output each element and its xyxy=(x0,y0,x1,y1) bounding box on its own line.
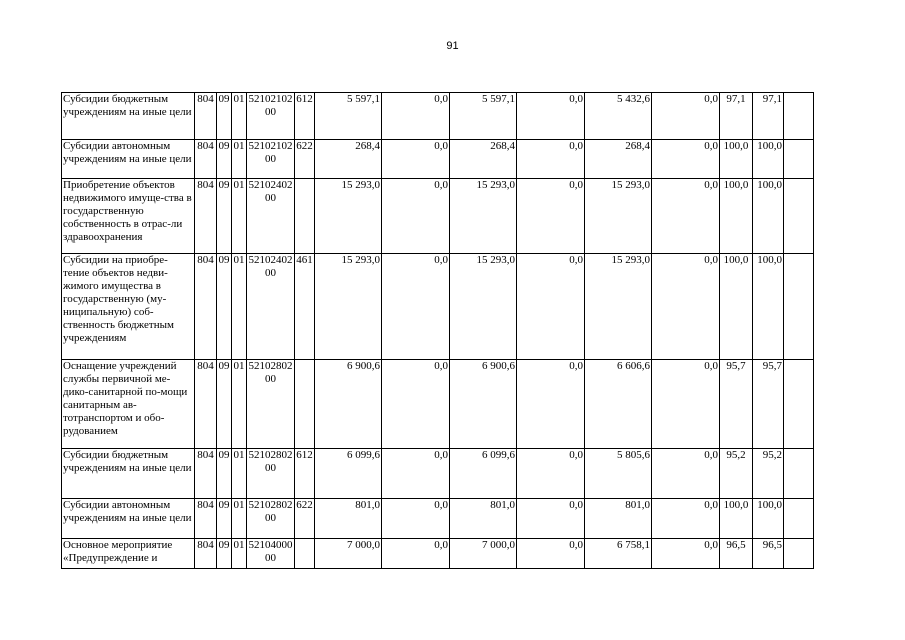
table-row xyxy=(62,539,814,569)
expense-type-code: 622 xyxy=(295,499,315,539)
value-2: 0,0 xyxy=(382,93,450,140)
target-article-code: 5210280200 xyxy=(247,360,295,449)
value-6: 0,0 xyxy=(652,499,720,539)
value-1: 6 900,6 xyxy=(315,360,382,449)
expense-type-code: 461 xyxy=(295,254,315,360)
value-2: 0,0 xyxy=(382,360,450,449)
percent-1: 97,1 xyxy=(720,93,753,140)
page-number: 91 xyxy=(446,40,459,52)
empty-cell xyxy=(784,179,814,254)
value-6: 0,0 xyxy=(652,179,720,254)
value-4: 0,0 xyxy=(517,499,585,539)
value-5: 6 758,1 xyxy=(585,539,652,569)
value-3: 15 293,0 xyxy=(450,179,517,254)
target-article-code: 5210210200 xyxy=(247,140,295,179)
target-article-code: 5210280200 xyxy=(247,449,295,499)
percent-2: 97,1 xyxy=(753,93,784,140)
grbs-code: 804 xyxy=(195,360,217,449)
row-name: Приобретение объектов недвижимого имуще-ства в государственную собственность в отрас-ли здравоохранения xyxy=(62,179,195,254)
empty-cell xyxy=(784,254,814,360)
value-1: 5 597,1 xyxy=(315,93,382,140)
value-2: 0,0 xyxy=(382,499,450,539)
percent-1: 100,0 xyxy=(720,254,753,360)
table-row xyxy=(62,360,814,449)
target-article-code: 5210240200 xyxy=(247,179,295,254)
percent-2: 100,0 xyxy=(753,499,784,539)
grbs-code: 804 xyxy=(195,254,217,360)
section-code: 09 xyxy=(217,499,232,539)
percent-1: 96,5 xyxy=(720,539,753,569)
value-5: 801,0 xyxy=(585,499,652,539)
row-name: Субсидии бюджетным учреждениям на иные цели xyxy=(62,449,195,499)
row-name: Субсидии бюджетным учреждениям на иные цели xyxy=(62,93,195,140)
value-4: 0,0 xyxy=(517,254,585,360)
value-2: 0,0 xyxy=(382,179,450,254)
value-1: 7 000,0 xyxy=(315,539,382,569)
section-code: 09 xyxy=(217,140,232,179)
value-3: 6 099,6 xyxy=(450,449,517,499)
subsection-code: 01 xyxy=(232,254,247,360)
value-4: 0,0 xyxy=(517,140,585,179)
value-1: 6 099,6 xyxy=(315,449,382,499)
percent-1: 95,2 xyxy=(720,449,753,499)
value-3: 7 000,0 xyxy=(450,539,517,569)
budget-table xyxy=(61,92,814,569)
percent-1: 100,0 xyxy=(720,140,753,179)
value-1: 15 293,0 xyxy=(315,179,382,254)
table-row xyxy=(62,93,814,140)
expense-type-code: 612 xyxy=(295,93,315,140)
value-5: 15 293,0 xyxy=(585,179,652,254)
table-row xyxy=(62,179,814,254)
table-row xyxy=(62,449,814,499)
section-code: 09 xyxy=(217,179,232,254)
value-3: 801,0 xyxy=(450,499,517,539)
value-6: 0,0 xyxy=(652,140,720,179)
grbs-code: 804 xyxy=(195,93,217,140)
expense-type-code xyxy=(295,360,315,449)
value-5: 5 805,6 xyxy=(585,449,652,499)
table-row xyxy=(62,499,814,539)
expense-type-code: 612 xyxy=(295,449,315,499)
subsection-code: 01 xyxy=(232,499,247,539)
table-row xyxy=(62,140,814,179)
empty-cell xyxy=(784,499,814,539)
value-4: 0,0 xyxy=(517,93,585,140)
empty-cell xyxy=(784,449,814,499)
target-article-code: 5210280200 xyxy=(247,499,295,539)
value-4: 0,0 xyxy=(517,539,585,569)
value-2: 0,0 xyxy=(382,539,450,569)
value-5: 5 432,6 xyxy=(585,93,652,140)
value-6: 0,0 xyxy=(652,93,720,140)
value-1: 268,4 xyxy=(315,140,382,179)
subsection-code: 01 xyxy=(232,449,247,499)
value-4: 0,0 xyxy=(517,360,585,449)
subsection-code: 01 xyxy=(232,360,247,449)
section-code: 09 xyxy=(217,93,232,140)
percent-2: 100,0 xyxy=(753,179,784,254)
value-6: 0,0 xyxy=(652,254,720,360)
value-4: 0,0 xyxy=(517,449,585,499)
value-3: 5 597,1 xyxy=(450,93,517,140)
value-4: 0,0 xyxy=(517,179,585,254)
value-1: 801,0 xyxy=(315,499,382,539)
subsection-code: 01 xyxy=(232,179,247,254)
target-article-code: 5210210200 xyxy=(247,93,295,140)
table-row xyxy=(62,254,814,360)
value-6: 0,0 xyxy=(652,449,720,499)
target-article-code: 5210400000 xyxy=(247,539,295,569)
value-2: 0,0 xyxy=(382,254,450,360)
subsection-code: 01 xyxy=(232,539,247,569)
value-2: 0,0 xyxy=(382,140,450,179)
percent-2: 100,0 xyxy=(753,254,784,360)
value-6: 0,0 xyxy=(652,360,720,449)
expense-type-code xyxy=(295,539,315,569)
section-code: 09 xyxy=(217,449,232,499)
percent-2: 95,2 xyxy=(753,449,784,499)
value-5: 6 606,6 xyxy=(585,360,652,449)
value-3: 268,4 xyxy=(450,140,517,179)
percent-2: 95,7 xyxy=(753,360,784,449)
section-code: 09 xyxy=(217,539,232,569)
value-3: 6 900,6 xyxy=(450,360,517,449)
section-code: 09 xyxy=(217,254,232,360)
target-article-code: 5210240200 xyxy=(247,254,295,360)
value-2: 0,0 xyxy=(382,449,450,499)
grbs-code: 804 xyxy=(195,449,217,499)
row-name: Субсидии на приобре-тение объектов недви-жимого имущества в государственную (му-ниципальную) соб-ственность бюджетным учреждениям xyxy=(62,254,195,360)
percent-2: 100,0 xyxy=(753,140,784,179)
grbs-code: 804 xyxy=(195,499,217,539)
section-code: 09 xyxy=(217,360,232,449)
percent-2: 96,5 xyxy=(753,539,784,569)
value-5: 15 293,0 xyxy=(585,254,652,360)
value-5: 268,4 xyxy=(585,140,652,179)
expense-type-code xyxy=(295,179,315,254)
row-name: Субсидии автономным учреждениям на иные цели xyxy=(62,499,195,539)
row-name: Основное мероприятие «Предупреждение и xyxy=(62,539,195,569)
value-1: 15 293,0 xyxy=(315,254,382,360)
percent-1: 95,7 xyxy=(720,360,753,449)
empty-cell xyxy=(784,360,814,449)
value-6: 0,0 xyxy=(652,539,720,569)
grbs-code: 804 xyxy=(195,539,217,569)
expense-type-code: 622 xyxy=(295,140,315,179)
subsection-code: 01 xyxy=(232,93,247,140)
value-3: 15 293,0 xyxy=(450,254,517,360)
row-name: Оснащение учреждений службы первичной ме-дико-санитарной по-мощи санитарным ав-тотранспортом и обо-рудованием xyxy=(62,360,195,449)
grbs-code: 804 xyxy=(195,140,217,179)
subsection-code: 01 xyxy=(232,140,247,179)
empty-cell xyxy=(784,539,814,569)
row-name: Субсидии автономным учреждениям на иные цели xyxy=(62,140,195,179)
empty-cell xyxy=(784,93,814,140)
percent-1: 100,0 xyxy=(720,499,753,539)
empty-cell xyxy=(784,140,814,179)
grbs-code: 804 xyxy=(195,179,217,254)
percent-1: 100,0 xyxy=(720,179,753,254)
